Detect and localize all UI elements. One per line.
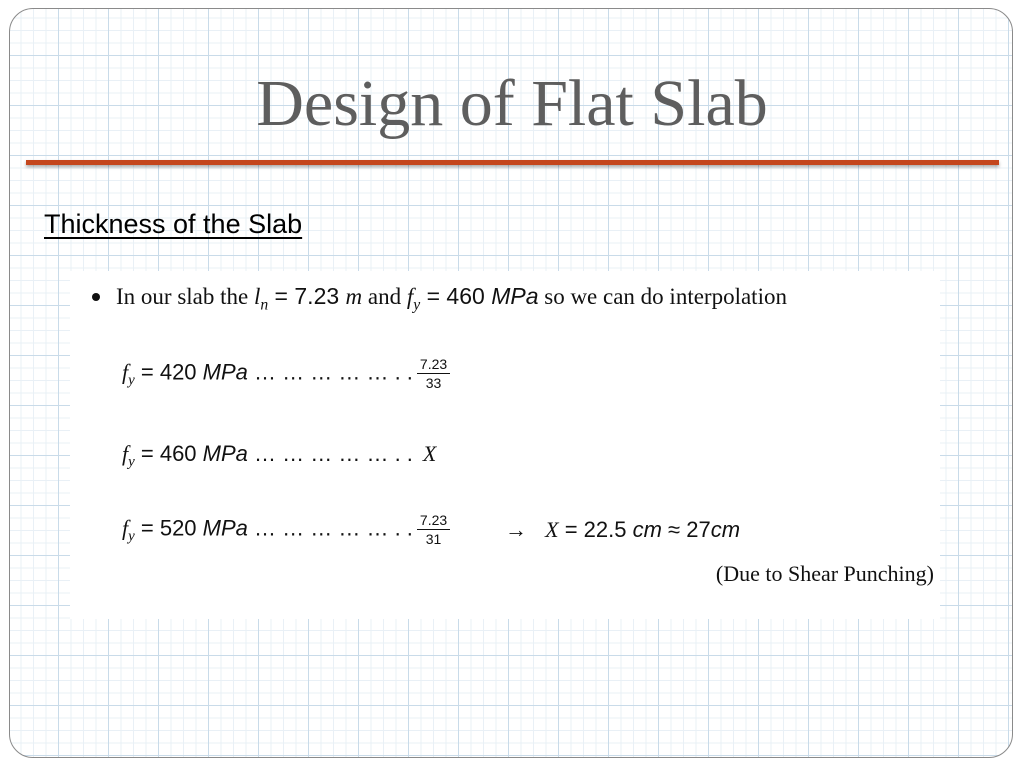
- equation-row-1: [122, 355, 450, 392]
- row-fraction: [417, 355, 450, 392]
- ln-value: = 7.23: [268, 283, 346, 309]
- fraction-numerator: 7.23: [417, 511, 450, 530]
- result-approx-unit: cm: [710, 517, 741, 542]
- interpolation-result: [505, 517, 740, 543]
- row-variable: X: [422, 441, 437, 466]
- row-leader-dots: … … … … … . .: [247, 359, 413, 385]
- row-leader-dots: … … … … … . .: [247, 515, 413, 541]
- row-subscript: y: [128, 372, 135, 389]
- fraction-numerator: 7.23: [417, 355, 450, 374]
- ln-symbol: l: [253, 284, 261, 309]
- row-value: = 460: [134, 441, 203, 466]
- row-unit: MPa: [202, 515, 248, 541]
- row-value: = 520: [134, 515, 203, 541]
- row-fraction: [417, 511, 450, 548]
- bullet-dot-icon: [92, 293, 100, 301]
- fy-unit: MPa: [491, 283, 539, 309]
- shear-punching-note: (Due to Shear Punching): [715, 561, 934, 586]
- row-symbol: f: [122, 515, 129, 541]
- fraction-denominator: 31: [425, 531, 442, 547]
- bullet-text-before: In our slab the: [116, 284, 254, 309]
- bullet-text-after: so we can do interpolation: [538, 284, 787, 309]
- row-value: = 420: [134, 359, 203, 385]
- fraction-denominator: 33: [425, 375, 442, 391]
- row-symbol: f: [122, 359, 129, 385]
- result-variable: X: [545, 517, 559, 542]
- fy-symbol: f: [406, 284, 414, 309]
- equation-image-box: [70, 271, 940, 619]
- equation-row-2: [122, 441, 436, 471]
- fy-value: = 460: [420, 283, 492, 309]
- section-subheading: Thickness of the Slab: [44, 209, 303, 239]
- result-value: = 22.5: [558, 517, 633, 542]
- result-approx-value: ≈ 27: [661, 517, 711, 542]
- row-unit: MPa: [202, 359, 248, 385]
- slide-frame: [9, 8, 1013, 758]
- row-subscript: y: [128, 454, 135, 471]
- row-subscript: y: [128, 528, 135, 545]
- row-symbol: f: [122, 441, 129, 466]
- right-arrow-icon: →: [505, 517, 527, 542]
- title-underline-rule: [26, 160, 999, 165]
- row-leader-dots: … … … … … . .: [247, 441, 413, 466]
- slide-title: Design of Flat Slab: [256, 67, 768, 140]
- bullet-statement: [92, 283, 787, 314]
- result-unit: cm: [632, 517, 662, 542]
- ln-unit: m: [345, 284, 363, 309]
- ln-subscript: n: [260, 296, 269, 314]
- fy-subscript: y: [413, 296, 421, 314]
- equation-row-3: [122, 511, 450, 548]
- row-unit: MPa: [202, 441, 248, 466]
- bullet-text-and: and: [362, 284, 407, 309]
